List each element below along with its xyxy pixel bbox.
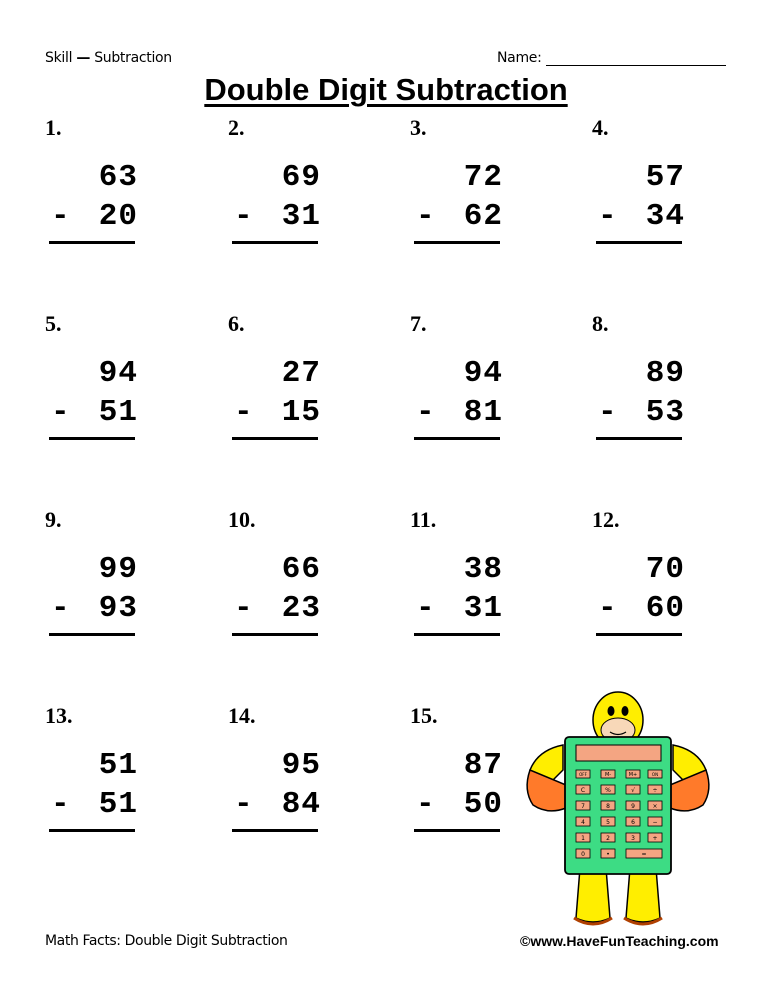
svg-text:8: 8 — [606, 803, 610, 810]
subtrahend: 60 — [645, 591, 685, 626]
subtrahend: 31 — [281, 199, 321, 234]
subtrahend: 62 — [463, 199, 503, 234]
subtrahend: 23 — [281, 591, 321, 626]
answer-line[interactable] — [414, 241, 500, 244]
problem-7 — [410, 311, 520, 451]
problem-14 — [228, 703, 338, 843]
minuend: 27 — [281, 356, 321, 391]
subtrahend: 84 — [281, 787, 321, 822]
minus-sign: - — [51, 395, 71, 430]
subtrahend: 51 — [98, 395, 138, 430]
problem-10 — [228, 507, 338, 647]
name-label: Name: — [497, 50, 542, 66]
svg-text:5: 5 — [606, 819, 610, 826]
minus-sign: - — [234, 395, 254, 430]
minuend: 94 — [98, 356, 138, 391]
subtrahend: 15 — [281, 395, 321, 430]
answer-line[interactable] — [49, 241, 135, 244]
problem-6 — [228, 311, 338, 451]
problem-9 — [45, 507, 155, 647]
subtrahend: 93 — [98, 591, 138, 626]
problem-number: 3. — [410, 115, 427, 140]
problem-number: 10. — [228, 507, 256, 532]
svg-text:7: 7 — [581, 803, 585, 810]
minuend: 89 — [645, 356, 685, 391]
minus-sign: - — [234, 591, 254, 626]
minus-sign: - — [598, 199, 618, 234]
minuend: 94 — [463, 356, 503, 391]
name-blank-line[interactable] — [546, 53, 726, 66]
skill-label: Skill — [45, 50, 73, 66]
svg-text:4: 4 — [581, 819, 585, 826]
minus-sign: - — [234, 199, 254, 234]
svg-text:ON: ON — [651, 772, 659, 777]
minus-sign: - — [234, 787, 254, 822]
problem-4 — [592, 115, 702, 255]
problem-11 — [410, 507, 520, 647]
minuend: 66 — [281, 552, 321, 587]
answer-line[interactable] — [232, 829, 318, 832]
subtrahend: 53 — [645, 395, 685, 430]
svg-text:+: + — [652, 835, 658, 842]
answer-line[interactable] — [414, 437, 500, 440]
problem-number: 12. — [592, 507, 620, 532]
problem-number: 11. — [410, 507, 437, 532]
problem-2 — [228, 115, 338, 255]
minus-sign: - — [416, 199, 436, 234]
svg-text:9: 9 — [631, 803, 635, 810]
worksheet-header-skill — [45, 50, 172, 66]
svg-text:3: 3 — [631, 835, 635, 842]
problem-number: 14. — [228, 703, 256, 728]
problem-8 — [592, 311, 702, 451]
minus-sign: - — [51, 787, 71, 822]
minus-sign: - — [416, 591, 436, 626]
problem-5 — [45, 311, 155, 451]
page-title: Double Digit Subtraction — [204, 72, 568, 107]
svg-text:1: 1 — [581, 835, 585, 842]
svg-text:−: − — [652, 819, 658, 826]
minuend: 57 — [645, 160, 685, 195]
problem-number: 15. — [410, 703, 438, 728]
footer-subject: Math Facts: Double Digit Subtraction — [45, 933, 288, 949]
answer-line[interactable] — [232, 633, 318, 636]
svg-text:0: 0 — [581, 851, 585, 858]
minuend: 70 — [645, 552, 685, 587]
calculator-mascot-icon — [518, 690, 718, 930]
answer-line[interactable] — [414, 829, 500, 832]
answer-line[interactable] — [414, 633, 500, 636]
svg-text:√: √ — [631, 787, 635, 794]
skill-value: Subtraction — [94, 50, 172, 66]
problem-13 — [45, 703, 155, 843]
subtrahend: 20 — [98, 199, 138, 234]
problem-3 — [410, 115, 520, 255]
minuend: 95 — [281, 748, 321, 783]
problem-15 — [410, 703, 520, 843]
minus-sign: - — [598, 395, 618, 430]
answer-line[interactable] — [49, 437, 135, 440]
minus-sign: - — [416, 787, 436, 822]
problem-number: 7. — [410, 311, 427, 336]
subtrahend: 31 — [463, 591, 503, 626]
svg-text:%: % — [605, 787, 611, 794]
footer-copyright: ©www.HaveFunTeaching.com — [520, 933, 719, 949]
svg-text:6: 6 — [631, 819, 635, 826]
minuend: 69 — [281, 160, 321, 195]
answer-line[interactable] — [232, 437, 318, 440]
answer-line[interactable] — [232, 241, 318, 244]
problem-12 — [592, 507, 702, 647]
svg-text:•: • — [606, 851, 610, 858]
subtrahend: 81 — [463, 395, 503, 430]
svg-text:×: × — [652, 803, 658, 810]
answer-line[interactable] — [596, 633, 682, 636]
problem-number: 9. — [45, 507, 62, 532]
svg-text:2: 2 — [606, 835, 610, 842]
svg-text:OFF: OFF — [579, 772, 587, 777]
minus-sign: - — [416, 395, 436, 430]
minus-sign: - — [51, 199, 71, 234]
svg-text:M-: M- — [604, 772, 612, 778]
svg-text:=: = — [641, 851, 647, 858]
worksheet-header-name — [497, 50, 726, 66]
subtrahend: 34 — [645, 199, 685, 234]
answer-line[interactable] — [49, 633, 135, 636]
problem-number: 5. — [45, 311, 62, 336]
svg-text:C: C — [580, 787, 586, 794]
minus-sign: - — [598, 591, 618, 626]
minuend: 87 — [463, 748, 503, 783]
problem-number: 1. — [45, 115, 62, 140]
subtrahend: 50 — [463, 787, 503, 822]
minuend: 51 — [98, 748, 138, 783]
answer-line[interactable] — [49, 829, 135, 832]
problem-number: 13. — [45, 703, 73, 728]
answer-line[interactable] — [596, 241, 682, 244]
problem-number: 2. — [228, 115, 245, 140]
problem-1 — [45, 115, 155, 255]
skill-dash: — — [76, 50, 91, 66]
subtrahend: 51 — [98, 787, 138, 822]
minus-sign: - — [51, 591, 71, 626]
minuend: 99 — [98, 552, 138, 587]
minuend: 72 — [463, 160, 503, 195]
svg-text:M+: M+ — [628, 772, 638, 778]
minuend: 63 — [98, 160, 138, 195]
answer-line[interactable] — [596, 437, 682, 440]
problem-number: 6. — [228, 311, 245, 336]
problem-number: 4. — [592, 115, 609, 140]
svg-text:÷: ÷ — [652, 787, 658, 794]
minuend: 38 — [463, 552, 503, 587]
problem-number: 8. — [592, 311, 609, 336]
